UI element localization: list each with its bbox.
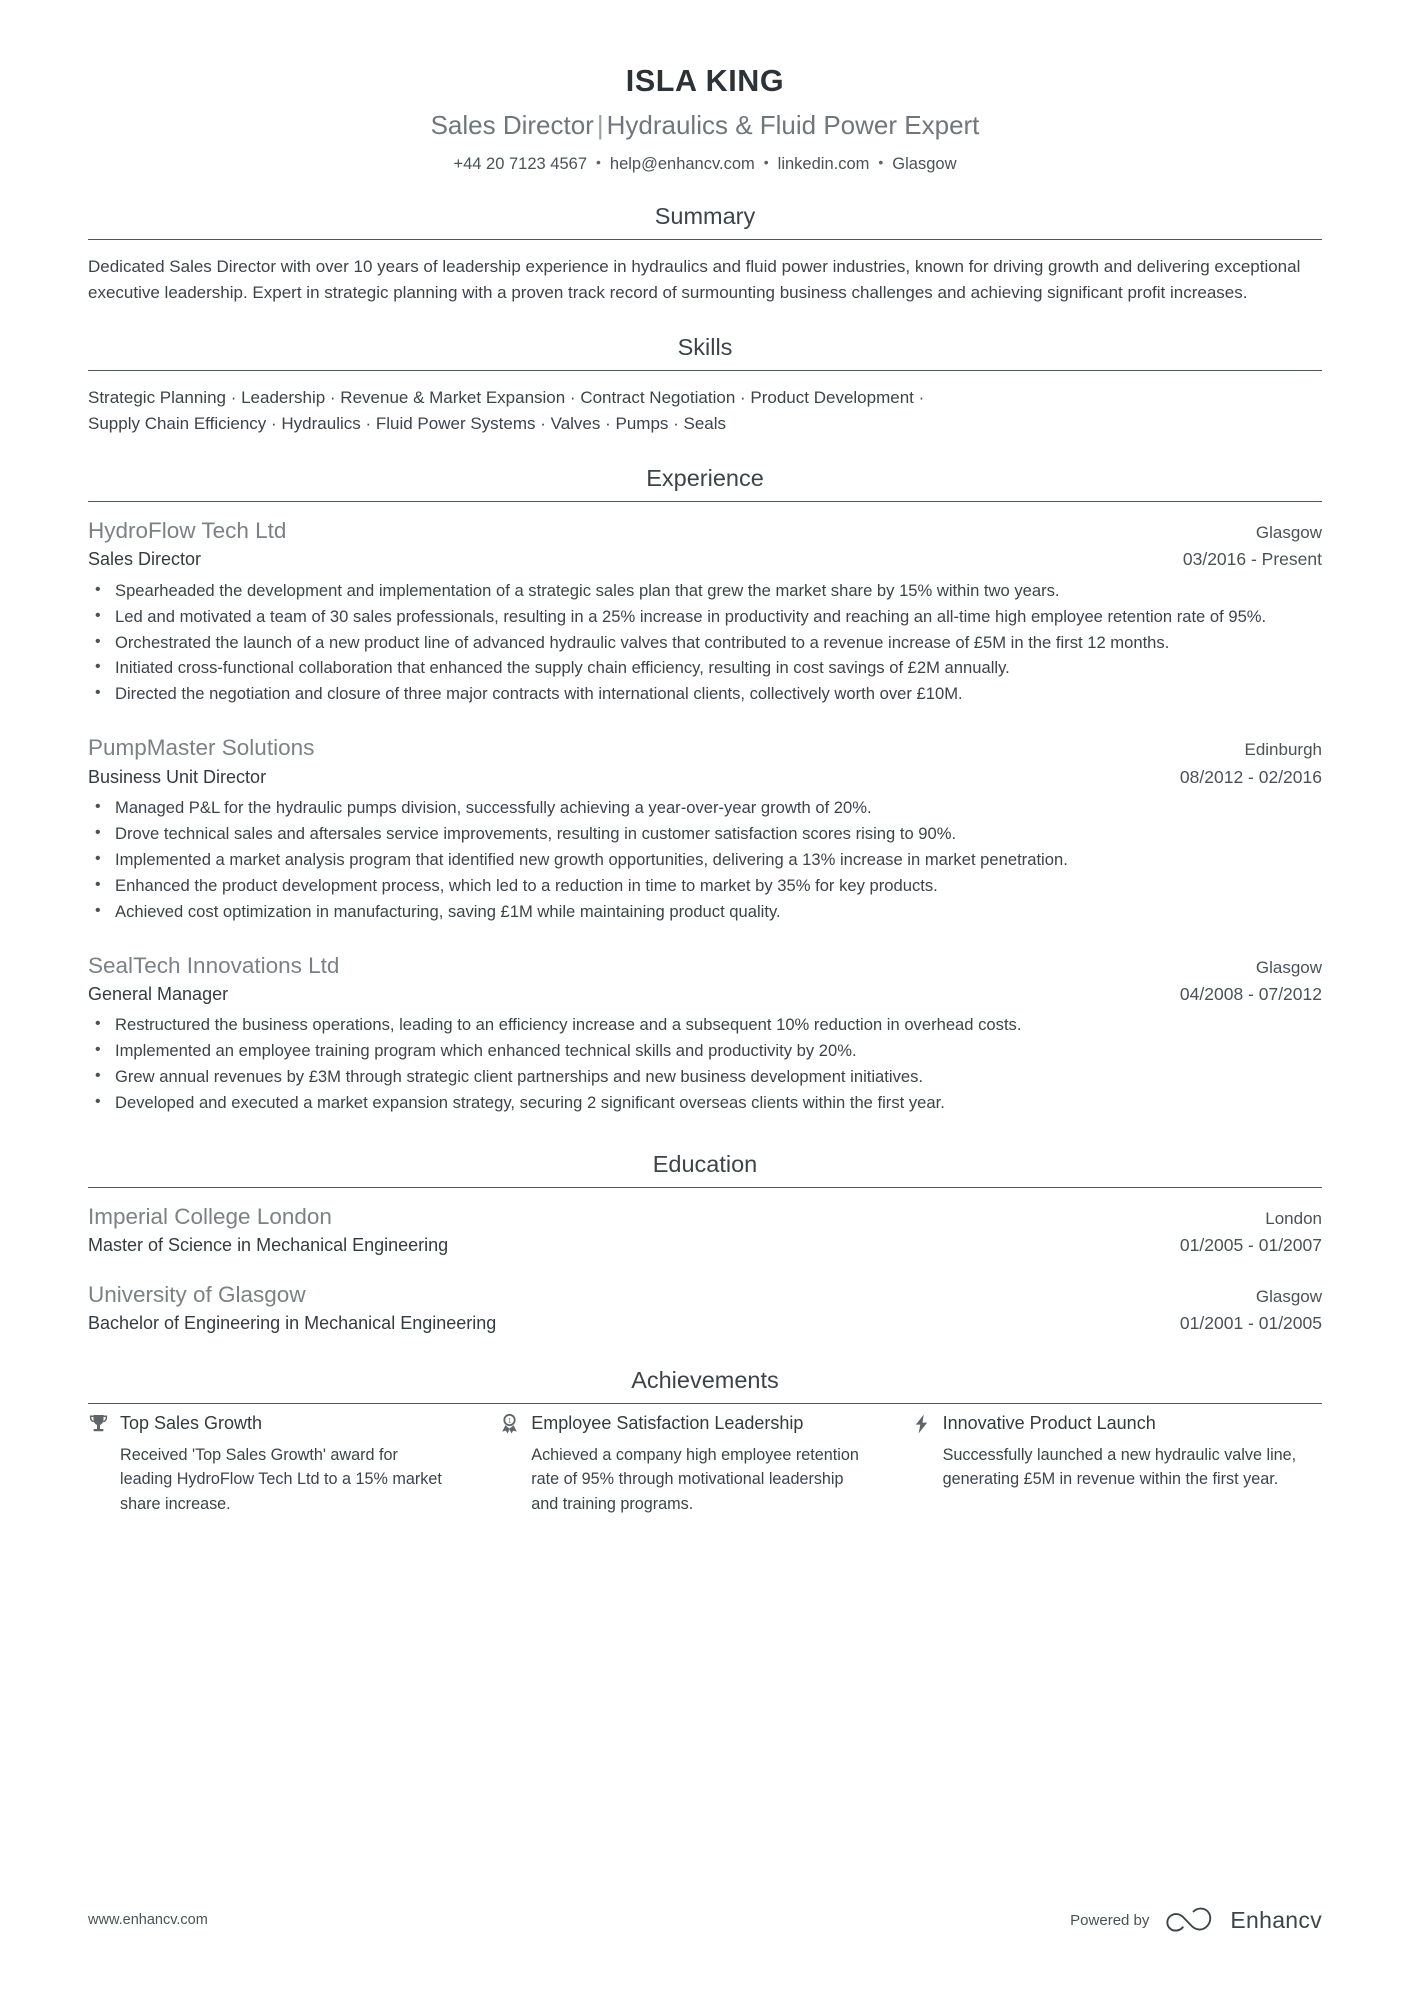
- experience-bullet: • Orchestrated the launch of a new product line of advanced hydraulic valves that contributed to a revenue increase of £5M in the first 12 months.: [88, 631, 1322, 656]
- achievements-grid: [88, 1404, 1322, 1516]
- footer-website[interactable]: www.enhancv.com: [88, 1912, 208, 1928]
- achievement-description: Successfully launched a new hydraulic valve line, generating £5M in revenue within the first year.: [942, 1446, 1297, 1489]
- education-entry: [88, 1202, 1322, 1258]
- lightning-bolt-icon: [911, 1413, 932, 1436]
- experience-bullet: • Grew annual revenues by £3M through strategic client partnerships and new business development initiatives.: [88, 1065, 1322, 1090]
- award-medal-icon: [499, 1413, 520, 1436]
- section-experience: [88, 464, 1322, 1116]
- experience-location: Edinburgh: [1244, 740, 1322, 760]
- resume-header: [88, 62, 1322, 175]
- trophy-icon: [88, 1413, 109, 1436]
- achievement-header: [911, 1412, 1322, 1436]
- experience-bullet: • Achieved cost optimization in manufacturing, saving £1M while maintaining product quality.: [88, 900, 1322, 925]
- headline-role: Sales Director: [430, 110, 594, 141]
- achievement-item: [499, 1412, 910, 1516]
- education-degree: Master of Science in Mechanical Engineering: [88, 1235, 449, 1256]
- experience-bullet: • Restructured the business operations, leading to an efficiency increase and a subsequent 10% reduction in overhead costs.: [88, 1013, 1322, 1038]
- education-location: London: [1265, 1209, 1322, 1229]
- education-location: Glasgow: [1255, 1287, 1322, 1307]
- section-education: [88, 1150, 1322, 1336]
- education-entry: [88, 1280, 1322, 1336]
- experience-entry-top: [88, 733, 1322, 762]
- education-entry-top: [88, 1202, 1322, 1231]
- experience-dates: 04/2008 - 07/2012: [1179, 983, 1322, 1004]
- experience-entry-top: [88, 951, 1322, 980]
- section-title-experience: Experience: [646, 464, 764, 491]
- contact-linkedin[interactable]: linkedin.com: [777, 154, 870, 173]
- achievement-description: Received 'Top Sales Growth' award for leading HydroFlow Tech Ltd to a 15% market share increase.: [120, 1446, 442, 1513]
- section-title-achievements: Achievements: [631, 1366, 779, 1393]
- experience-bullet-list: [88, 796, 1322, 924]
- experience-job-title: General Manager: [88, 983, 229, 1004]
- experience-entry-sub: [88, 763, 1322, 790]
- experience-bullet: • Directed the negotiation and closure of three major contracts with international clients, collectively worth over £10M.: [88, 682, 1322, 707]
- contact-separator: •: [878, 153, 884, 170]
- experience-entry-sub: [88, 980, 1322, 1007]
- education-entry-sub: [88, 1231, 1322, 1258]
- contact-line: [88, 153, 1322, 175]
- experience-entry-sub: [88, 545, 1322, 572]
- experience-bullet: • Drove technical sales and aftersales service improvements, resulting in customer satisfaction scores rising to 90%.: [88, 822, 1322, 847]
- achievement-title: Top Sales Growth: [120, 1413, 263, 1434]
- education-entry-sub: [88, 1309, 1322, 1336]
- candidate-headline: [88, 109, 1322, 142]
- headline-divider: |: [596, 110, 604, 141]
- experience-bullet: • Led and motivated a team of 30 sales professionals, resulting in a 25% increase in productivity and reaching an all-time high employee retention rate of 95%.: [88, 605, 1322, 630]
- contact-location: Glasgow: [892, 154, 957, 173]
- achievement-item: [911, 1412, 1322, 1516]
- headline-specialty: Hydraulics & Fluid Power Expert: [606, 110, 980, 141]
- experience-company: PumpMaster Solutions: [88, 735, 315, 761]
- section-title-skills: Skills: [677, 333, 733, 360]
- achievement-header: [88, 1412, 451, 1436]
- experience-job-title: Sales Director: [88, 549, 202, 570]
- experience-bullet: • Spearheaded the development and implementation of a strategic sales plan that grew the market share by 15% within two years.: [88, 579, 1322, 604]
- achievement-header: [499, 1412, 862, 1436]
- footer-branding: [1070, 1905, 1322, 1935]
- experience-dates: 08/2012 - 02/2016: [1179, 766, 1322, 787]
- contact-phone: +44 20 7123 4567: [453, 154, 587, 173]
- achievement-description: Achieved a company high employee retention rate of 95% through motivational leadership and training programs.: [531, 1446, 859, 1513]
- experience-bullet: • Implemented a market analysis program that identified new growth opportunities, delivering a 13% increase in market penetration.: [88, 848, 1322, 873]
- experience-bullet: • Managed P&L for the hydraulic pumps division, successfully achieving a year-over-year growth of 20%.: [88, 796, 1322, 821]
- experience-entry: [88, 516, 1322, 707]
- experience-entry-top: [88, 516, 1322, 545]
- experience-bullet: • Enhanced the product development process, which led to a reduction in time to market by 35% for key products.: [88, 874, 1322, 899]
- education-body: [88, 1188, 1322, 1336]
- contact-separator: •: [763, 153, 769, 170]
- experience-entry: [88, 733, 1322, 924]
- svg-text:1: 1: [508, 1418, 512, 1425]
- education-dates: 01/2005 - 01/2007: [1179, 1235, 1322, 1256]
- experience-body: [88, 502, 1322, 1116]
- experience-bullet-list: [88, 1013, 1322, 1116]
- skills-body: [88, 371, 1322, 437]
- section-title-education: Education: [652, 1151, 758, 1178]
- experience-bullet: • Implemented an employee training program which enhanced technical skills and productivity by 20%.: [88, 1039, 1322, 1064]
- section-achievements: [88, 1366, 1322, 1516]
- powered-by-label: Powered by: [1070, 1911, 1150, 1929]
- summary-text: Dedicated Sales Director with over 10 years of leadership experience in hydraulics and fluid power industries, known for driving growth and delivering exceptional executive leadership. Expert in strategic planning with a proven track record of surmounting business challenges and achieving significant profit increases.: [88, 257, 1301, 303]
- enhancv-logo: [1163, 1905, 1322, 1935]
- experience-dates: 03/2016 - Present: [1182, 549, 1322, 570]
- candidate-name: ISLA KING: [625, 64, 785, 98]
- enhancv-wordmark: Enhancv: [1230, 1906, 1322, 1933]
- section-skills: [88, 333, 1322, 437]
- education-dates: 01/2001 - 01/2005: [1179, 1313, 1322, 1334]
- experience-entry: [88, 951, 1322, 1116]
- summary-body: [88, 240, 1322, 306]
- experience-job-title: Business Unit Director: [88, 766, 267, 787]
- education-school: Imperial College London: [88, 1204, 332, 1230]
- section-summary: [88, 202, 1322, 306]
- experience-bullet: • Initiated cross-functional collaboration that enhanced the supply chain efficiency, resulting in cost savings of £2M annually.: [88, 656, 1322, 681]
- experience-bullet-list: [88, 579, 1322, 707]
- achievement-title: Employee Satisfaction Leadership: [531, 1413, 804, 1434]
- achievement-item: [88, 1412, 499, 1516]
- skills-line-2: Supply Chain Efficiency · Hydraulics · Fluid Power Systems · Valves · Pumps · Seals: [88, 413, 727, 433]
- page-footer: [88, 1905, 1322, 1935]
- skills-line-1: Strategic Planning · Leadership · Revenue & Market Expansion · Contract Negotiation · Product Development ·: [88, 388, 925, 408]
- experience-location: Glasgow: [1255, 522, 1322, 542]
- experience-bullet: • Developed and executed a market expansion strategy, securing 2 significant overseas clients within the first year.: [88, 1091, 1322, 1116]
- education-degree: Bachelor of Engineering in Mechanical Engineering: [88, 1313, 497, 1334]
- enhancv-mark-icon: [1163, 1905, 1219, 1935]
- experience-location: Glasgow: [1255, 957, 1322, 977]
- education-entry-top: [88, 1280, 1322, 1309]
- education-school: University of Glasgow: [88, 1282, 306, 1308]
- contact-separator: •: [596, 153, 601, 170]
- experience-company: SealTech Innovations Ltd: [88, 952, 340, 978]
- section-title-summary: Summary: [654, 203, 756, 230]
- achievement-title: Innovative Product Launch: [942, 1413, 1156, 1434]
- contact-email[interactable]: help@enhancv.com: [609, 154, 755, 173]
- experience-company: HydroFlow Tech Ltd: [88, 517, 287, 543]
